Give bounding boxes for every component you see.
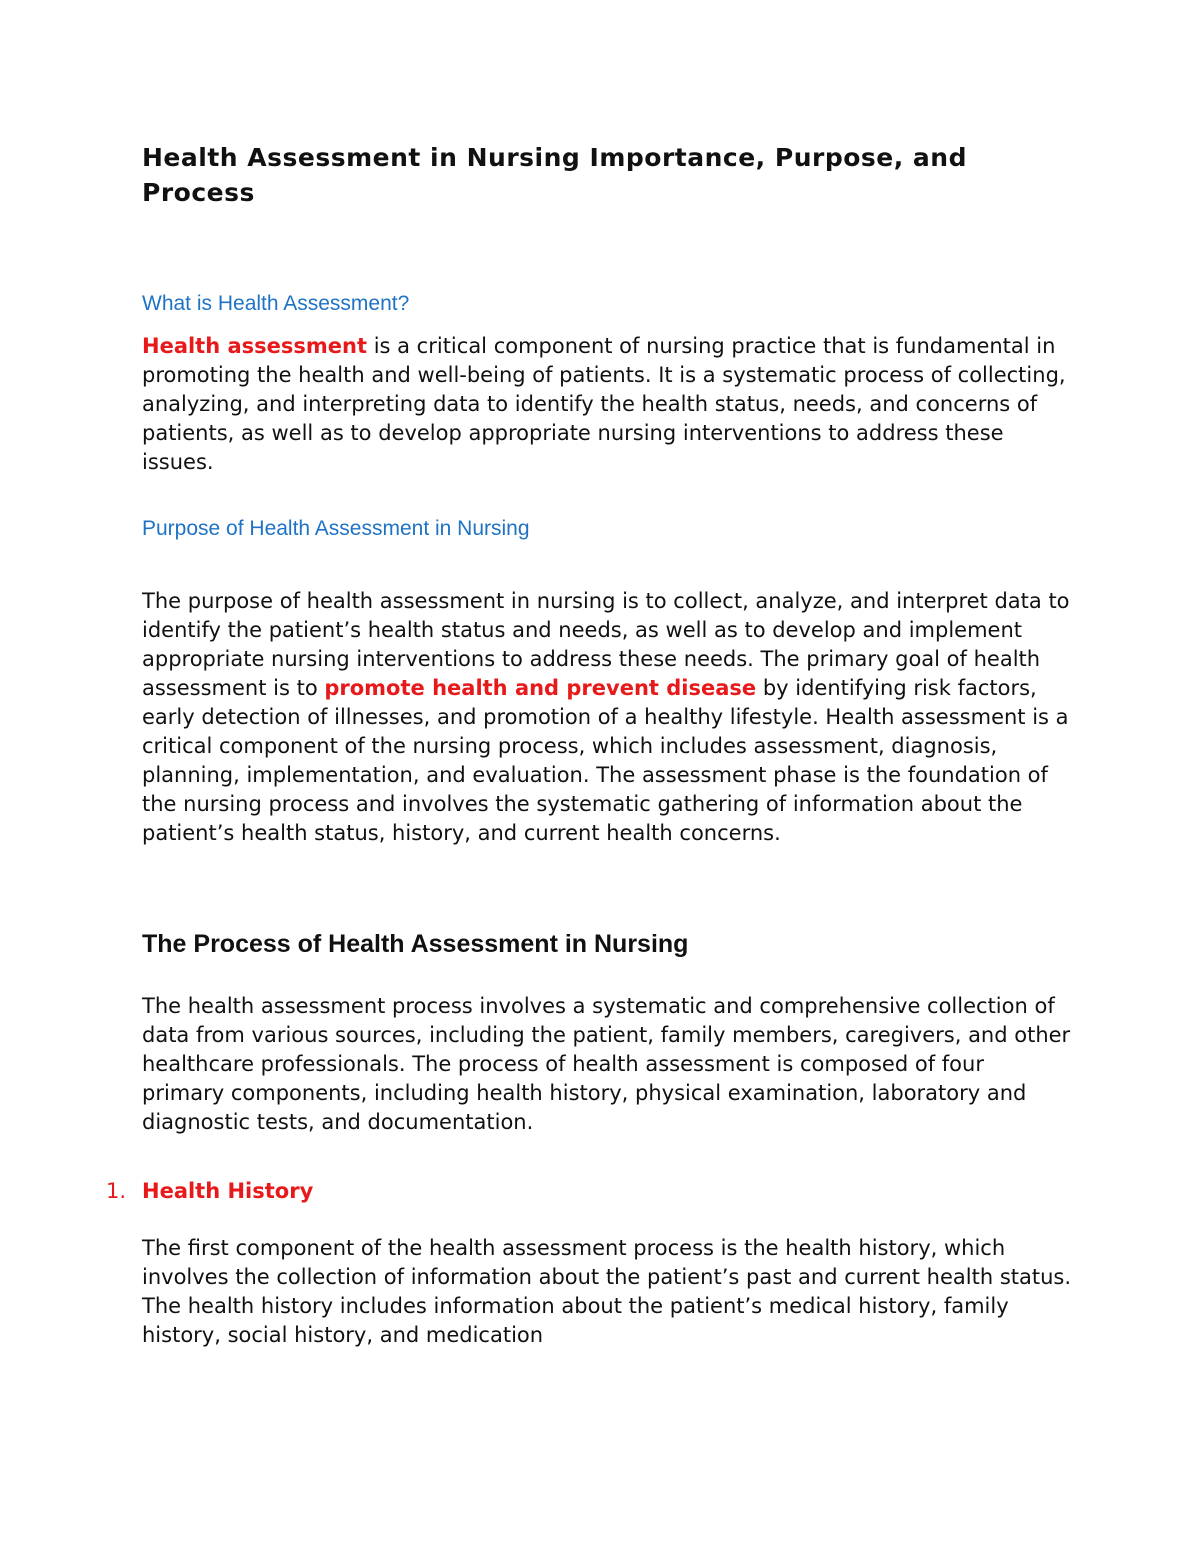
heading-purpose: Purpose of Health Assessment in Nursing [142,517,530,540]
highlight-health-assessment: Health assessment [142,334,368,358]
definition-text: is a critical component of nursing practice that is fundamental in promoting the health and well-being of patients. It is a systematic process of collecting, analyzing, and interpreting data to identify the health status, needs, and concerns of patients, as well as to develop appropriate nursing interventions to address these issues. [142,334,1066,474]
heading-process: The Process of Health Assessment in Nursing [142,930,689,958]
list-item-label: Health History [142,1179,314,1203]
paragraph-definition [142,332,1072,477]
paragraph-process: The health assessment process involves a systematic and comprehensive collection of data from various sources, including the patient, family members, caregivers, and other healthcare professionals. The process of health assessment is composed of four primary components, including health history, physical examination, laboratory and diagnostic tests, and documentation. [142,994,1071,1134]
heading-what-is-health-assessment: What is Health Assessment? [142,292,410,315]
list-number: 1. [106,1179,127,1203]
paragraph-purpose [142,587,1072,848]
highlight-promote-health: promote health and prevent disease [324,676,757,700]
document-title: Health Assessment in Nursing Importance, Purpose, and Process [142,143,967,207]
paragraph-health-history: The first component of the health assessment process is the health history, which involves the collection of information about the patient’s past and current health status. The health history includes information about the patient’s medical history, family history, social history, and medication [142,1236,1072,1347]
list-item-health-history [106,1177,1072,1206]
document-body [106,140,1072,1350]
purpose-text-after: by identifying risk factors, early detection of illnesses, and promotion of a healthy lifestyle. Health assessment is a critical component of the nursing process, which includes assessment, diagnosis, planning, implementation, and evaluation. The assessment phase is the foundation of the nursing process and involves the systematic gathering of information about the patient’s health status, history, and current health concerns. [142,676,1069,845]
purpose-text-before: The purpose of health assessment in nursing is to collect, analyze, and interpret data to identify the patient’s health status and needs, as well as to develop and implement appropriate nursing interventions to address these needs. The primary goal of health assessment is to [142,589,1070,700]
